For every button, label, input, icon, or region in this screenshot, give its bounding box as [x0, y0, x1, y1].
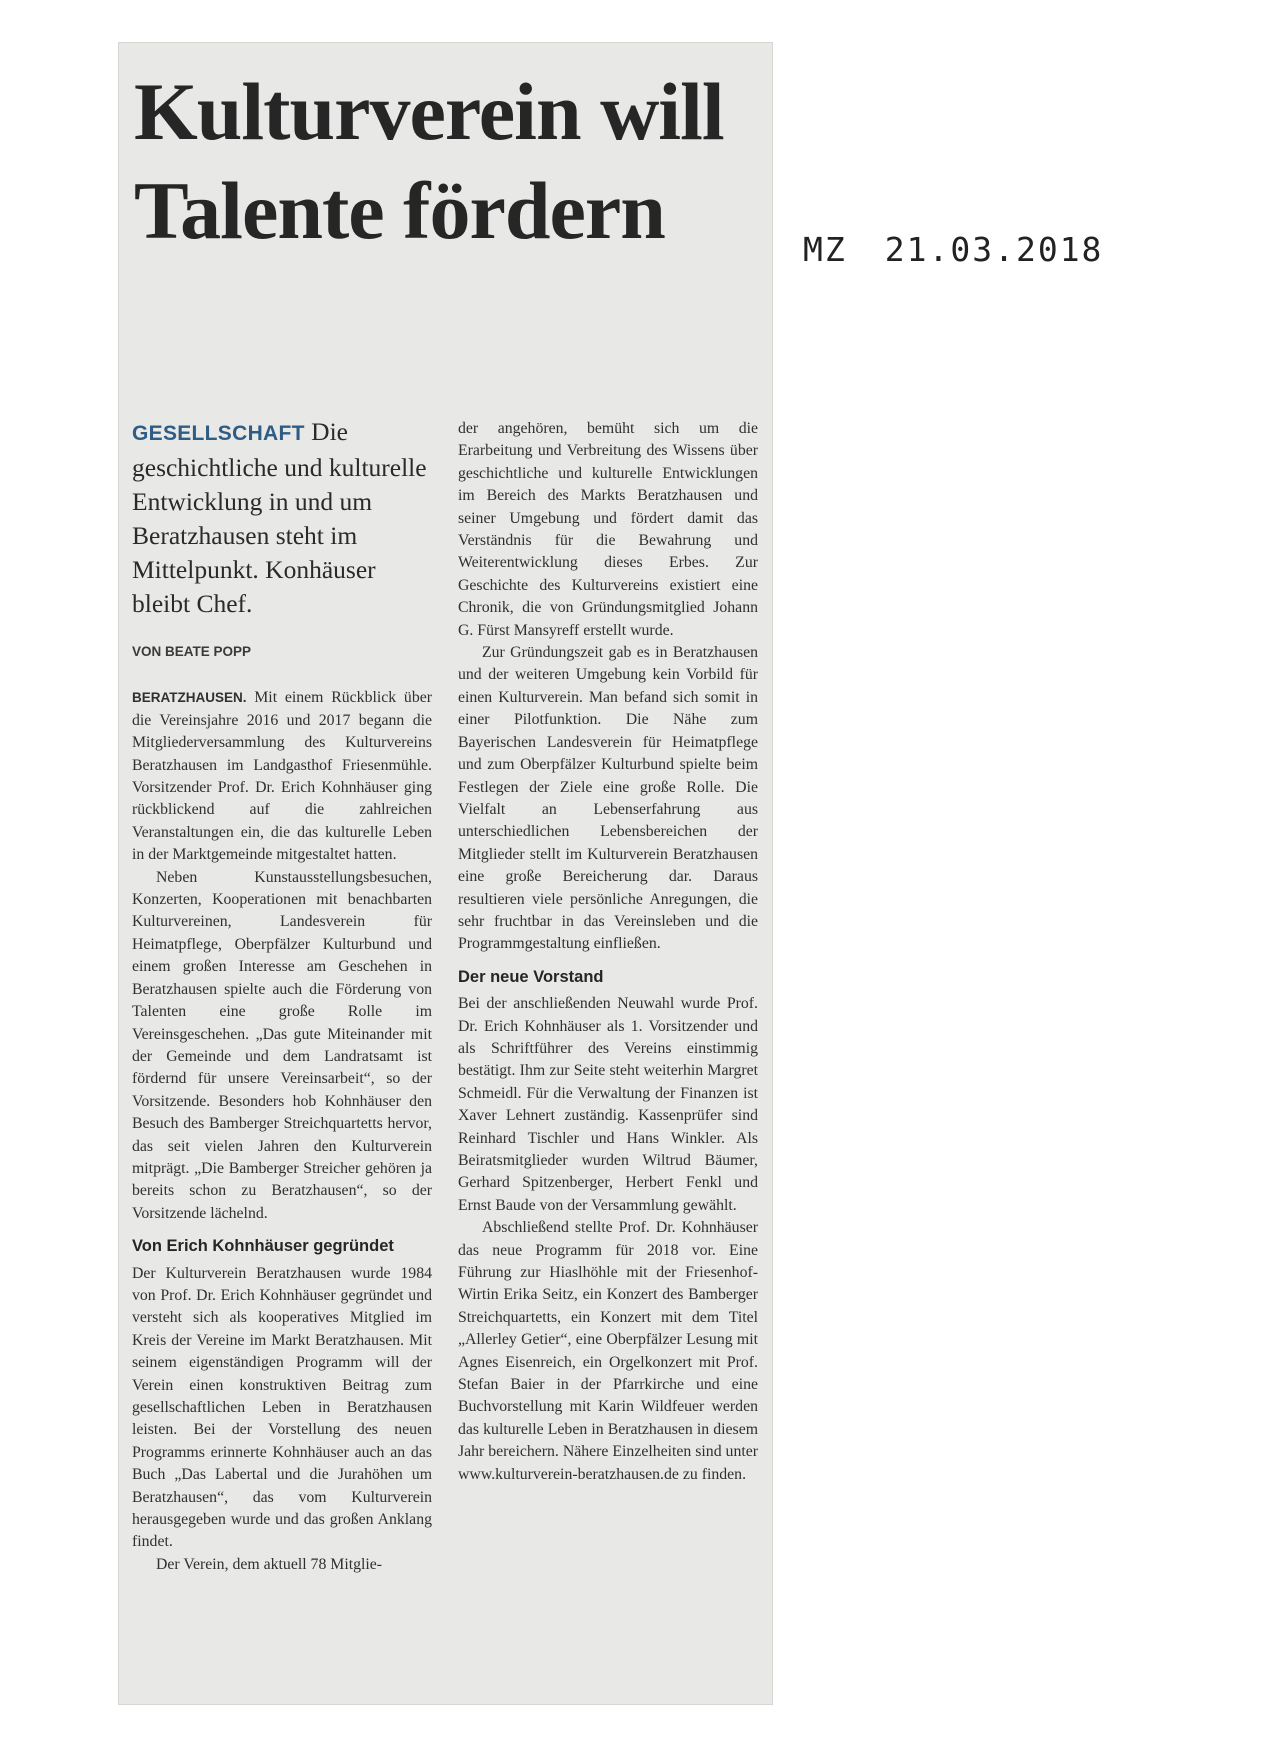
article-subhead: Der neue Vorstand	[458, 967, 604, 986]
article-paragraph: Neben Kunstausstellungsbesuchen, Konzerten, Kooperationen mit benachbarten Kulturvereinen, Landesverein für Heimatpflege, Oberpfälzer Kulturbund und einem großen Interesse am Geschehen in Beratzhausen spielte auch die Förderung von Talenten eine große Rolle im Vereinsgeschehen. „Das gute Miteinander mit der Gemeinde und dem Landratsamt ist fördernd für unsere Vereinsarbeit“, so der Vorsitzende. Besonders hob Kohnhäuser den Besuch des Bamberger Streichquartetts hervor, das seit vielen Jahren den Kulturverein mitprägt. „Die Bamberger Streicher gehören ja bereits schon zu Beratzhausen“, so der Vorsitzende lächelnd.	[132, 868, 432, 1222]
article-paragraph	[132, 687, 432, 866]
article-headline: Kulturverein will Talente fördern	[134, 66, 724, 256]
article-paragraph: Zur Gründungszeit gab es in Beratzhausen und der weiteren Umgebung kein Vorbild für einen Kulturverein. Man befand sich somit in einer Pilotfunktion. Die Nähe zum Bayerischen Landesverein für Heimatpflege und zum Oberpfälzer Kulturbund spielte beim Festlegen der Ziele eine große Rolle. Die Vielfalt an Lebenserfahrung aus unterschiedlichen Lebensbereichen der Mitglieder stellt im Kulturverein Beratzhausen eine große Bereicherung dar. Daraus resultieren viele persönliche Anregungen, die sehr fruchtbar in das Vereinsleben und die Programmgestaltung einfließen.	[458, 644, 758, 953]
article-byline: VON BEATE POPP	[132, 644, 252, 659]
article-column-left	[132, 415, 432, 1576]
article-paragraph: Abschließend stellte Prof. Dr. Kohnhäuser das neue Programm für 2018 vor. Eine Führung zur Hiaslhöhle mit der Friesenhof-Wirtin Erika Seitz, ein Konzert des Bamberger Streichquartetts, ein Konzert mit dem Titel „Allerley Getier“, eine Oberpfälzer Lesung mit Agnes Eisenreich, ein Orgelkonzert mit Prof. Stefan Baier in der Pfarrkirche und eine Buchvorstellung mit Karin Wildfeuer werden das kulturelle Leben in Beratzhausen in diesem Jahr bereichern. Nähere Einzelheiten sind unter www.kulturverein-beratzhausen.de zu finden.	[458, 1219, 759, 1483]
article-lead	[132, 415, 432, 621]
article-paragraph: Der Kulturverein Beratzhausen wurde 1984 von Prof. Dr. Erich Kohnhäuser gegründet und versteht sich als kooperatives Mitglied im Kreis der Vereine im Markt Beratzhausen. Mit seinem eigenständigen Programm will der Verein einen konstruktiven Beitrag zum gesellschaftlichen Leben in Beratzhausen leisten. Bei der Vorstellung des neuen Programms erinnerte Kohnhäuser auch an das Buch „Das Labertal und die Jurahöhen um Beratzhausen“, das vom Kulturverein herausgegeben wurde und das großen Anklang findet.	[132, 1264, 432, 1551]
source-date-stamp	[803, 230, 1103, 269]
newspaper-clipping	[118, 42, 773, 1705]
stamp-source: MZ	[803, 230, 847, 269]
article-column-right	[458, 418, 758, 1486]
article-paragraph: Bei der anschließenden Neuwahl wurde Prof. Dr. Erich Kohnhäuser als 1. Vorsitzender und als Schriftführer des Vereins einstimmig bestätigt. Ihm zur Seite steht weiterhin Margret Schmeidl. Für die Verwaltung der Finanzen ist Xaver Lehnert zuständig. Kassenprüfer sind Reinhard Tischler und Hans Winkler. Als Beiratsmitglieder wurden Wiltrud Bäumer, Gerhard Spitzenberger, Herbert Fenkl und Ernst Baude von der Versammlung gewählt.	[458, 995, 758, 1214]
stamp-date: 21.03.2018	[884, 230, 1104, 269]
article-paragraph: Der Verein, dem aktuell 78 Mitglie-	[156, 1555, 383, 1573]
article-kicker: GESELLSCHAFT	[132, 422, 305, 445]
article-paragraph: der angehören, bemüht sich um die Erarbeitung und Verbreitung des Wissens über geschichtliche und kulturelle Entwicklungen im Bereich des Markts Beratzhausen und seiner Umgebung und fördert damit das Verständnis für die Bewahrung und Weiterentwicklung dieses Erbes. Zur Geschichte des Kulturvereins existiert eine Chronik, die von Gründungsmitglied Johann G. Fürst Mansyreff erstellt wurde.	[458, 420, 758, 639]
article-dateline: BERATZHAUSEN.	[132, 690, 247, 706]
article-lead-text: Die geschichtliche und kulturelle Entwicklung in und um Beratzhausen steht im Mittelpunkt. Konhäuser bleibt Chef.	[132, 417, 427, 618]
article-subhead: Von Erich Kohnhäuser gegründet	[132, 1237, 394, 1256]
article-paragraph-text: Mit einem Rückblick über die Vereinsjahre 2016 und 2017 begann die Mitgliederversammlung des Kulturvereins Beratzhausen im Landgasthof Friesenmühle. Vorsitzender Prof. Dr. Erich Kohnhäuser ging rückblickend auf die zahlreichen Veranstaltungen ein, die das kulturelle Leben in der Marktgemeinde mitgestaltet hatten.	[132, 689, 432, 864]
